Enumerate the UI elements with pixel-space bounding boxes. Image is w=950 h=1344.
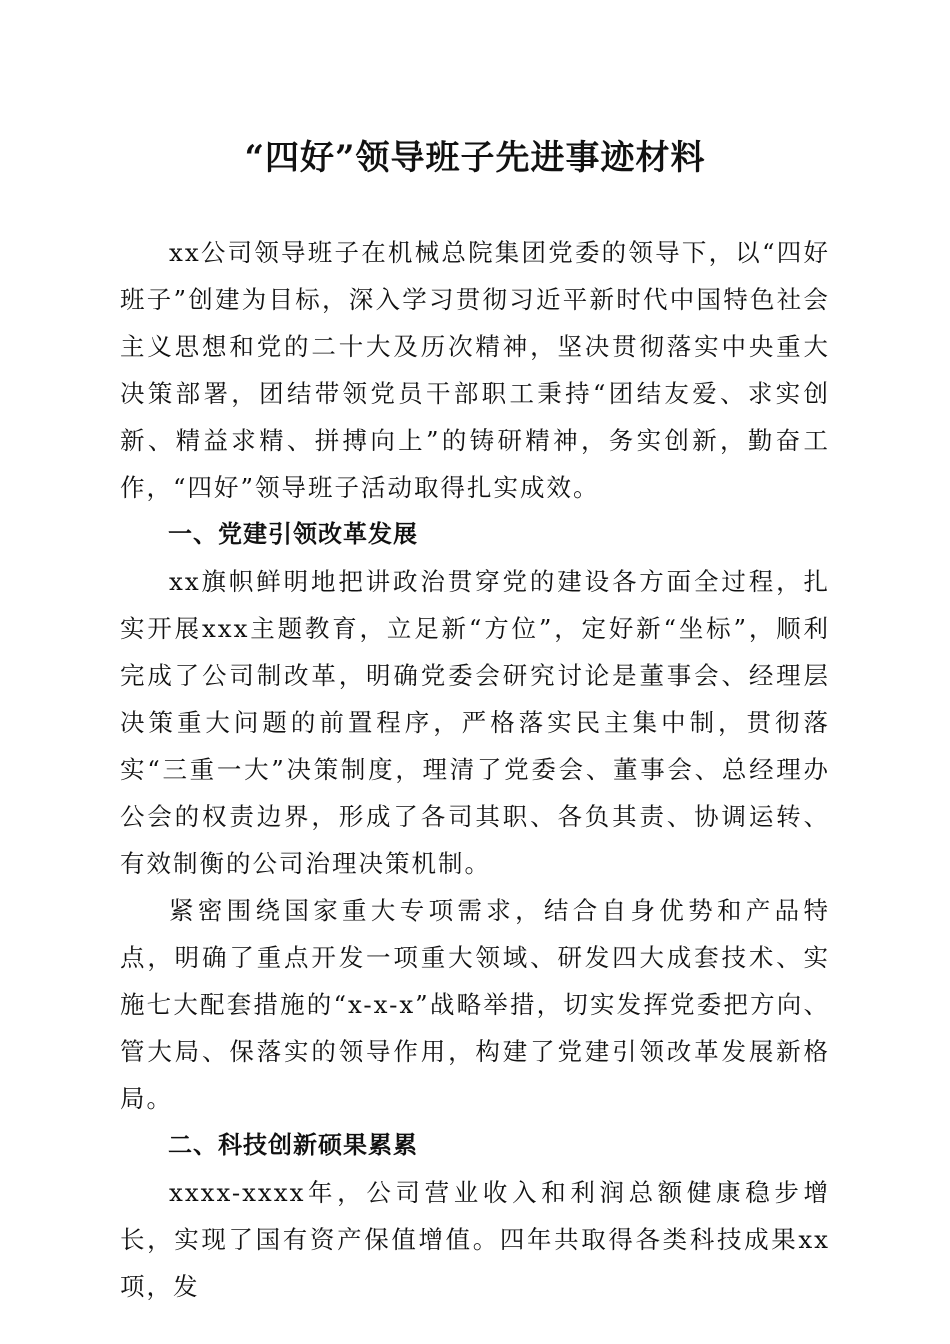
section-heading-party-building: 一、党建引领改革发展 [168, 520, 418, 548]
party-building-paragraph-2: 紧密围绕国家重大专项需求，结合自身优势和产品特点，明确了重点开发一项重大领域、研发四大成套技术、实施七大配套措施的“x-x-x”战略举措，切实发挥党委把方向、管大局、保落实的领导作用，构建了党建引领改革发展新格局。 [120, 896, 830, 1113]
party-building-paragraph-1: xx旗帜鲜明地把讲政治贯穿党的建设各方面全过程，扎实开展xxx主题教育，立足新“方位”，定好新“坐标”，顺利完成了公司制改革，明确党委会研究讨论是董事会、经理层决策重大问题的前置程序，严格落实民主集中制，贯彻落实“三重一大”决策制度，理清了党委会、董事会、总经理办公会的权责边界，形成了各司其职、各负其责、协调运转、有效制衡的公司治理决策机制。 [120, 567, 830, 878]
section-heading-tech-innovation: 二、科技创新硕果累累 [168, 1131, 418, 1159]
document-title: “四好”领导班子先进事迹材料 [244, 138, 706, 178]
intro-paragraph: xx公司领导班子在机械总院集团党委的领导下，以“四好班子”创建为目标，深入学习贯彻习近平新时代中国特色社会主义思想和党的二十大及历次精神，坚决贯彻落实中央重大决策部署，团结带领党员干部职工秉持“团结友爱、求实创新、精益求精、拼搏向上”的铸研精神，务实创新，勤奋工作，“四好”领导班子活动取得扎实成效。 [120, 238, 830, 502]
tech-innovation-paragraph-1: xxxx-xxxx年，公司营业收入和利润总额健康稳步增长，实现了国有资产保值增值。四年共取得各类科技成果xx项，发 [120, 1178, 830, 1301]
document-body [120, 229, 830, 1310]
